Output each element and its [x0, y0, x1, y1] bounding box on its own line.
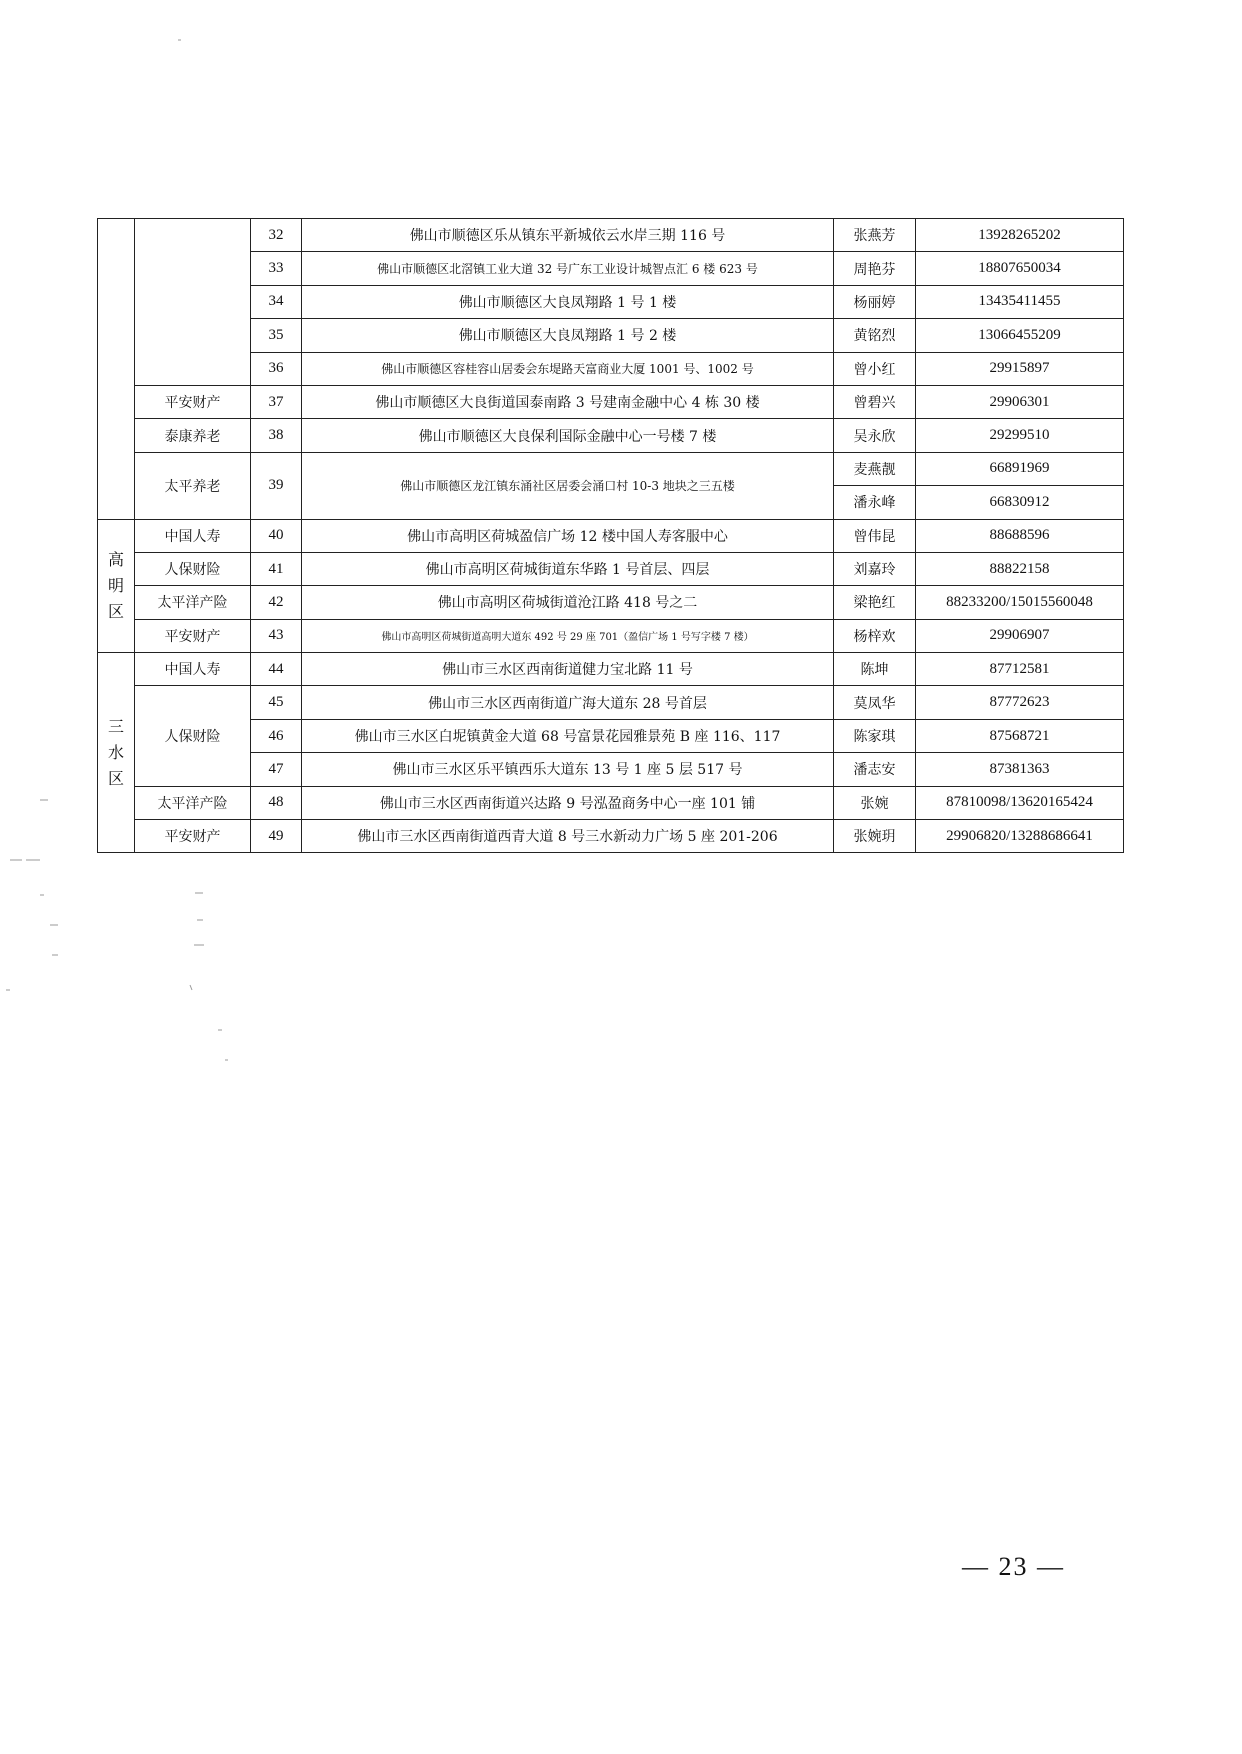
company-cell: 太平洋产险	[135, 586, 251, 619]
contact-cell: 杨丽婷	[834, 285, 916, 318]
row-number: 43	[251, 619, 302, 652]
address-cell: 佛山市高明区荷城街道东华路 1 号首层、四层	[302, 552, 834, 585]
contact-cell: 周艳芬	[834, 252, 916, 285]
company-cell: 平安财产	[135, 820, 251, 853]
row-number: 48	[251, 786, 302, 819]
phone-cell: 18807650034	[916, 252, 1124, 285]
phone-cell: 87712581	[916, 653, 1124, 686]
address-cell: 佛山市顺德区大良凤翔路 1 号 2 楼	[302, 319, 834, 352]
address-cell: 佛山市高明区荷城街道沧江路 418 号之二	[302, 586, 834, 619]
contact-cell: 杨梓欢	[834, 619, 916, 652]
contact-cell: 张燕芳	[834, 219, 916, 252]
phone-cell: 66891969	[916, 452, 1124, 485]
phone-cell: 13928265202	[916, 219, 1124, 252]
row-number: 38	[251, 419, 302, 452]
district-char: 明	[107, 575, 124, 595]
address-cell: 佛山市三水区白坭镇黄金大道 68 号富景花园雅景苑 B 座 116、117	[302, 719, 834, 752]
phone-cell: 29915897	[916, 352, 1124, 385]
company-cell: 中国人寿	[135, 519, 251, 552]
row-number: 41	[251, 552, 302, 585]
address-cell: 佛山市顺德区北滘镇工业大道 32 号广东工业设计城智点汇 6 楼 623 号	[302, 252, 834, 285]
company-cell: 泰康养老	[135, 419, 251, 452]
row-number: 45	[251, 686, 302, 719]
phone-cell: 13435411455	[916, 285, 1124, 318]
phone-cell: 88688596	[916, 519, 1124, 552]
company-cell: 平安财产	[135, 385, 251, 418]
address-cell: 佛山市三水区西南街道健力宝北路 11 号	[302, 653, 834, 686]
district-char: 三	[107, 716, 124, 736]
contact-cell: 刘嘉玲	[834, 552, 916, 585]
phone-cell: 29299510	[916, 419, 1124, 452]
company-cell: 太平洋产险	[135, 786, 251, 819]
address-cell: 佛山市顺德区大良保利国际金融中心一号楼 7 楼	[302, 419, 834, 452]
contact-cell: 麦燕靓	[834, 452, 916, 485]
district-char: 区	[107, 768, 124, 788]
contact-cell: 曾小红	[834, 352, 916, 385]
row-number: 36	[251, 352, 302, 385]
contact-cell: 吴永欣	[834, 419, 916, 452]
row-number: 47	[251, 753, 302, 786]
address-cell: 佛山市顺德区大良街道国泰南路 3 号建南金融中心 4 栋 30 楼	[302, 385, 834, 418]
contact-cell: 曾伟昆	[834, 519, 916, 552]
phone-cell: 13066455209	[916, 319, 1124, 352]
contact-cell: 曾碧兴	[834, 385, 916, 418]
company-cell: 人保财险	[135, 686, 251, 786]
company-cell: 中国人寿	[135, 653, 251, 686]
phone-cell: 29906907	[916, 619, 1124, 652]
phone-cell: 87381363	[916, 753, 1124, 786]
row-number: 33	[251, 252, 302, 285]
address-cell: 佛山市三水区西南街道广海大道东 28 号首层	[302, 686, 834, 719]
phone-cell: 66830912	[916, 486, 1124, 519]
row-number: 40	[251, 519, 302, 552]
district-char: 区	[107, 601, 124, 621]
phone-cell: 87772623	[916, 686, 1124, 719]
company-cell: 平安财产	[135, 619, 251, 652]
row-number: 49	[251, 820, 302, 853]
contact-cell: 陈家琪	[834, 719, 916, 752]
address-cell: 佛山市顺德区大良凤翔路 1 号 1 楼	[302, 285, 834, 318]
contact-cell: 莫凤华	[834, 686, 916, 719]
row-number: 44	[251, 653, 302, 686]
contact-cell: 张婉	[834, 786, 916, 819]
contact-cell: 陈坤	[834, 653, 916, 686]
address-cell: 佛山市顺德区容桂容山居委会东堤路天富商业大厦 1001 号、1002 号	[302, 352, 834, 385]
address-cell: 佛山市高明区荷城街道高明大道东 492 号 29 座 701（盈信广场 1 号写字楼 7 楼）	[302, 619, 834, 652]
phone-cell: 29906301	[916, 385, 1124, 418]
phone-cell: 87568721	[916, 719, 1124, 752]
row-number: 32	[251, 219, 302, 252]
address-cell: 佛山市顺德区乐从镇东平新城依云水岸三期 116 号	[302, 219, 834, 252]
contact-cell: 潘志安	[834, 753, 916, 786]
phone-cell: 88822158	[916, 552, 1124, 585]
company-cell: 人保财险	[135, 552, 251, 585]
address-cell: 佛山市三水区西南街道兴达路 9 号泓盈商务中心一座 101 铺	[302, 786, 834, 819]
district-char: 高	[107, 549, 124, 569]
row-number: 39	[251, 452, 302, 519]
address-cell: 佛山市顺德区龙江镇东涌社区居委会涌口村 10-3 地块之三五楼	[302, 452, 834, 519]
address-cell: 佛山市高明区荷城盈信广场 12 楼中国人寿客服中心	[302, 519, 834, 552]
contact-cell: 潘永峰	[834, 486, 916, 519]
contact-cell: 黄铭烈	[834, 319, 916, 352]
row-number: 42	[251, 586, 302, 619]
phone-cell: 88233200/15015560048	[916, 586, 1124, 619]
row-number: 37	[251, 385, 302, 418]
contact-cell: 梁艳红	[834, 586, 916, 619]
phone-cell: 29906820/13288686641	[916, 820, 1124, 853]
address-cell: 佛山市三水区乐平镇西乐大道东 13 号 1 座 5 层 517 号	[302, 753, 834, 786]
row-number: 46	[251, 719, 302, 752]
district-char: 水	[107, 742, 124, 762]
row-number: 34	[251, 285, 302, 318]
page-number: — 23 —	[962, 1552, 1065, 1581]
row-number: 35	[251, 319, 302, 352]
company-cell: 太平养老	[135, 452, 251, 519]
address-cell: 佛山市三水区西南街道西青大道 8 号三水新动力广场 5 座 201-206	[302, 820, 834, 853]
phone-cell: 87810098/13620165424	[916, 786, 1124, 819]
contact-cell: 张婉玥	[834, 820, 916, 853]
